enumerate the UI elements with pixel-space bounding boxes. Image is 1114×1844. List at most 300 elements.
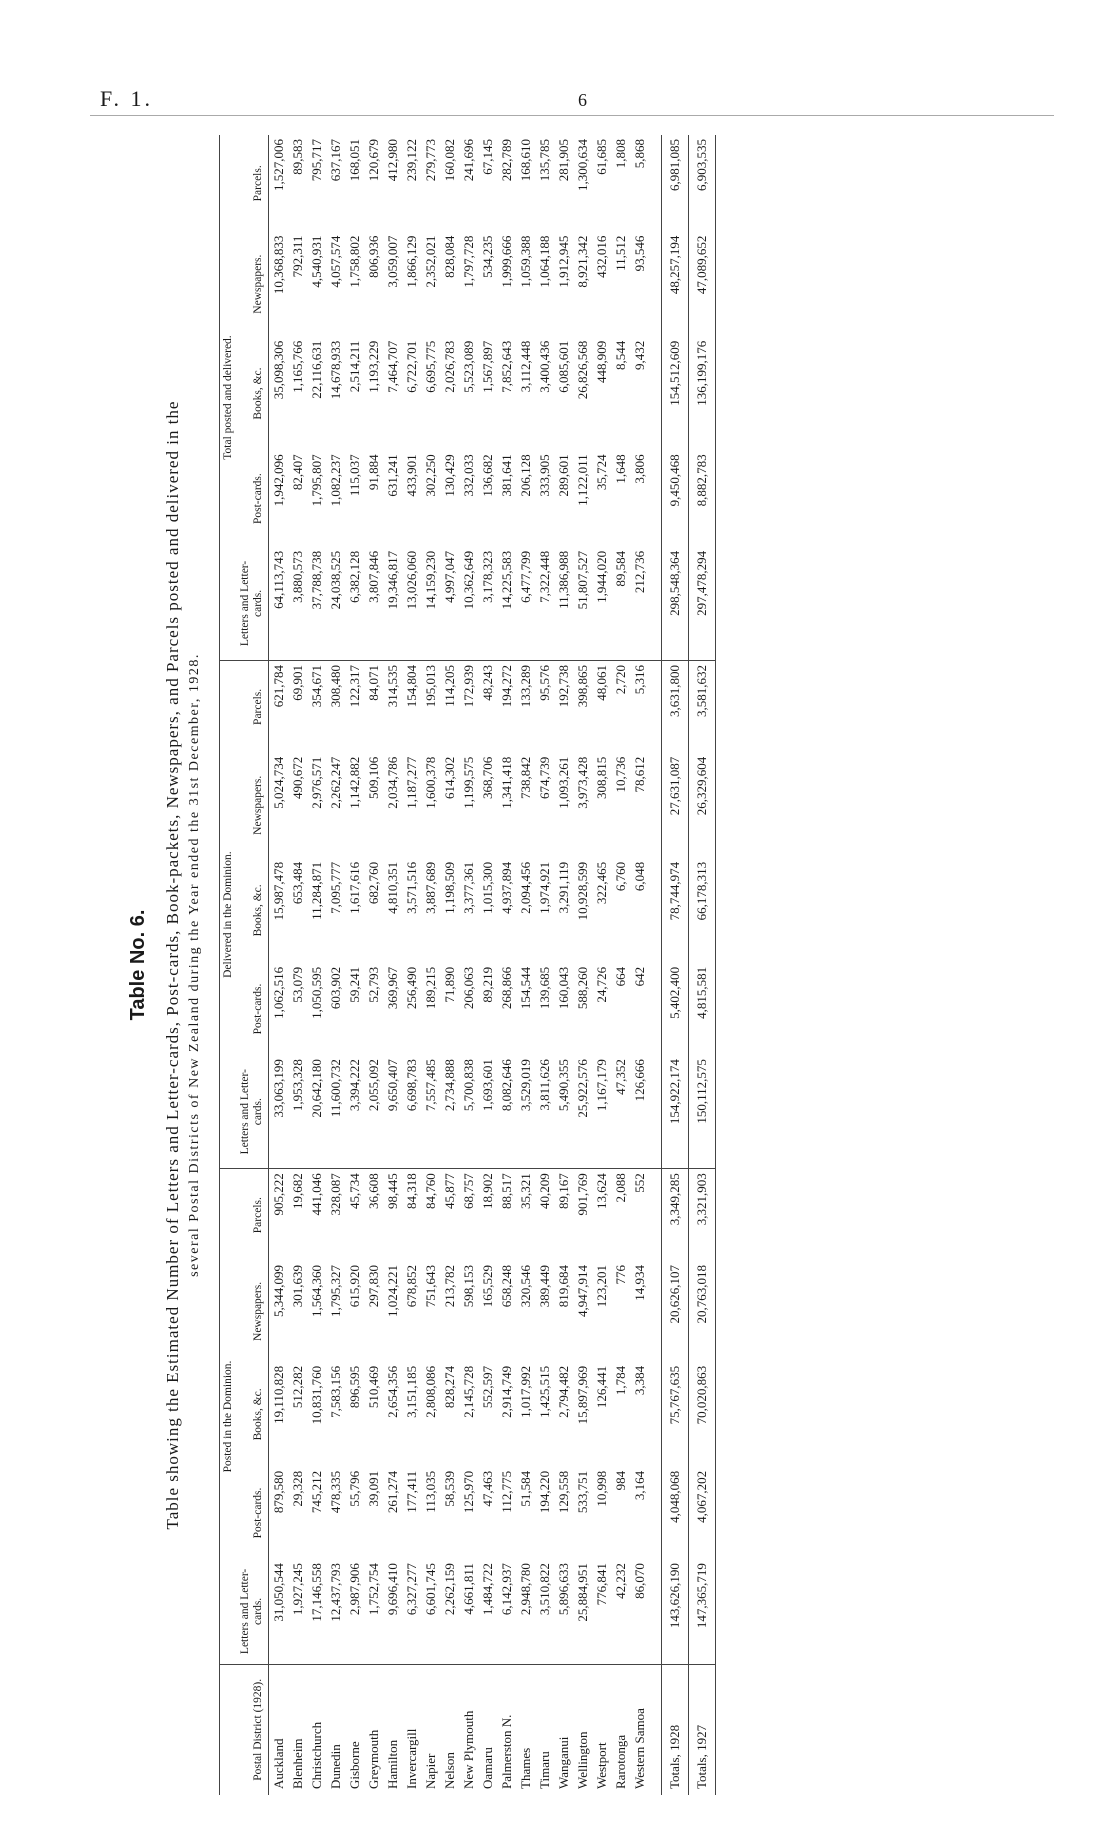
delivered-value: 1,167,179 [593, 1059, 609, 1112]
column-header: Parcels. [237, 1169, 268, 1261]
district-name: Invercargill [402, 1664, 421, 1795]
total-value: 279,773 [422, 139, 438, 182]
posted-value: 42,232 [612, 1563, 628, 1599]
total-value: 93,546 [631, 235, 647, 272]
delivered-value: 66,178,313 [688, 858, 715, 963]
posted-value: 113,035 [422, 1470, 438, 1513]
posted-value: 3,384 [631, 1365, 647, 1396]
delivered-value: 48,243 [478, 661, 497, 753]
total-value: 10,362,649 [460, 550, 476, 610]
total-value: 51,807,527 [574, 550, 590, 610]
posted-value: 320,546 [517, 1265, 533, 1308]
posted-value: 126,441 [593, 1365, 609, 1409]
total-value: 239,122 [403, 139, 419, 182]
total-value: 1,866,129 [403, 235, 419, 288]
total-value: 1,808 [612, 139, 628, 169]
posted-value: 68,757 [459, 1169, 478, 1261]
total-value: 89,584 [612, 550, 628, 587]
posted-value: 2,987,906 [346, 1563, 362, 1616]
column-header: Books, &c. [252, 884, 265, 937]
total-value: 48,257,194 [661, 232, 688, 337]
delivered-value: 3,631,800 [661, 661, 688, 753]
posted-value: 84,760 [421, 1169, 440, 1261]
total-value: 332,033 [460, 454, 476, 497]
total-value: 289,601 [555, 454, 571, 497]
posted-value: 4,048,068 [661, 1467, 688, 1559]
delivered-value: 738,842 [517, 756, 533, 800]
posted-value: 20,763,018 [688, 1261, 715, 1362]
delivered-value: 3,394,222 [346, 1059, 362, 1112]
total-value: 792,311 [289, 235, 305, 278]
delivered-value: 5,700,838 [460, 1059, 476, 1112]
posted-value: 984 [612, 1470, 628, 1491]
total-value: 6,722,701 [403, 340, 419, 393]
delivered-value: 11,284,871 [308, 861, 324, 920]
total-value: 64,113,743 [270, 550, 286, 609]
total-value: 136,199,176 [688, 337, 715, 451]
delivered-value: 1,974,921 [536, 861, 552, 914]
total-value: 806,936 [365, 235, 381, 278]
column-header: Parcels. [252, 165, 265, 202]
total-value: 298,548,364 [661, 547, 688, 661]
posted-value: 13,624 [592, 1169, 611, 1261]
column-header: Letters and Letter-cards. [239, 560, 265, 647]
total-value: 7,464,707 [384, 340, 400, 393]
total-value: 8,544 [612, 340, 628, 370]
delivered-value: 95,576 [535, 661, 554, 753]
total-value: 1,064,188 [536, 235, 552, 288]
posted-value: 879,580 [270, 1470, 286, 1514]
posted-value: 901,769 [573, 1169, 592, 1261]
district-name: Thames [516, 1664, 535, 1795]
delivered-value: 48,061 [592, 661, 611, 753]
delivered-value: 2,720 [611, 661, 630, 753]
delivered-value: 2,055,092 [365, 1059, 381, 1112]
district-name: Hamilton [383, 1664, 402, 1795]
delivered-value: 3,377,361 [460, 861, 476, 914]
total-value: 637,167 [327, 139, 343, 182]
delivered-value: 268,866 [498, 966, 514, 1010]
posted-value: 1,564,360 [308, 1265, 324, 1318]
total-value: 1,999,666 [498, 235, 514, 288]
delivered-value: 2,094,456 [517, 861, 533, 914]
table-row [421, 135, 440, 1795]
posted-value: 3,321,903 [688, 1169, 715, 1261]
total-value: 282,789 [498, 139, 514, 182]
delivered-value: 1,015,300 [479, 861, 495, 914]
posted-value: 751,643 [422, 1265, 438, 1308]
total-value: 47,089,652 [688, 232, 715, 337]
delivered-value: 368,706 [479, 756, 495, 800]
delivered-value: 133,289 [516, 661, 535, 753]
delivered-value: 15,987,478 [270, 861, 286, 921]
column-header: Post-cards. [252, 983, 265, 1035]
posted-value: 478,335 [327, 1470, 343, 1514]
posted-value: 2,145,728 [460, 1365, 476, 1418]
district-name: Christchurch [307, 1664, 326, 1795]
posted-value: 512,282 [289, 1365, 305, 1409]
posted-value: 88,517 [497, 1169, 516, 1261]
delivered-value: 27,631,087 [661, 753, 688, 858]
posted-value: 678,852 [403, 1265, 419, 1308]
total-value: 2,352,021 [422, 235, 438, 288]
posted-value: 261,274 [384, 1470, 400, 1514]
posted-value: 31,050,544 [270, 1563, 286, 1622]
delivered-value: 33,063,199 [270, 1059, 286, 1118]
delivered-value: 154,804 [402, 661, 421, 753]
total-value: 433,901 [403, 454, 419, 497]
delivered-value: 322,465 [593, 861, 609, 905]
district-name: Rarotonga [611, 1664, 630, 1795]
delivered-value: 194,272 [497, 661, 516, 753]
total-value: 6,981,085 [661, 135, 688, 232]
delivered-value: 84,071 [364, 661, 383, 753]
postal-statistics-table [219, 135, 716, 1795]
totals-row-1927 [688, 135, 715, 1795]
posted-value: 1,484,722 [479, 1563, 495, 1616]
posted-value: 6,327,277 [403, 1563, 419, 1616]
total-value: 67,145 [479, 139, 495, 175]
delivered-value: 674,739 [536, 756, 552, 800]
district-name: Nelson [440, 1664, 459, 1795]
table-body [268, 135, 715, 1795]
posted-value: 510,469 [365, 1365, 381, 1409]
total-value: 1,758,802 [346, 235, 362, 288]
delivered-value: 25,922,576 [574, 1059, 590, 1118]
posted-value: 1,425,515 [536, 1365, 552, 1418]
column-header: Books, &c. [252, 1388, 265, 1441]
total-value: 6,903,535 [688, 135, 715, 232]
posted-value: 7,583,156 [327, 1365, 343, 1418]
delivered-value: 7,557,485 [422, 1059, 438, 1112]
total-value: 120,679 [365, 139, 381, 182]
total-value: 35,724 [593, 454, 609, 491]
posted-value: 776,841 [593, 1563, 609, 1606]
totals-row-1928 [661, 135, 688, 1795]
total-value: 3,806 [631, 454, 647, 484]
district-name: Westport [592, 1664, 611, 1795]
posted-value: 4,661,811 [460, 1563, 476, 1615]
district-name: Blenheim [288, 1664, 307, 1795]
delivered-value: 114,205 [440, 661, 459, 753]
table-row [573, 135, 592, 1795]
posted-value: 129,558 [555, 1470, 571, 1514]
posted-value: 552,597 [479, 1365, 495, 1409]
delivered-value: 314,535 [383, 661, 402, 753]
delivered-value: 52,793 [365, 966, 381, 1003]
delivered-value: 2,734,888 [441, 1059, 457, 1112]
total-value: 35,098,306 [270, 340, 286, 400]
delivered-value: 3,291,119 [555, 861, 571, 914]
delivered-value: 189,215 [422, 966, 438, 1010]
posted-value: 828,274 [441, 1365, 457, 1409]
posted-value: 89,167 [554, 1169, 573, 1261]
delivered-value: 3,581,632 [688, 661, 715, 753]
total-value: 297,478,294 [688, 547, 715, 661]
delivered-value: 653,484 [289, 861, 305, 905]
total-value: 5,523,089 [460, 340, 476, 393]
posted-value: 10,998 [593, 1470, 609, 1507]
posted-value: 389,449 [536, 1265, 552, 1308]
posted-value: 12,437,793 [327, 1563, 343, 1622]
delivered-value: 1,199,575 [460, 756, 476, 809]
delivered-value: 9,650,407 [384, 1059, 400, 1112]
delivered-value: 122,317 [345, 661, 364, 753]
posted-value: 194,220 [536, 1470, 552, 1514]
district-name: Timaru [535, 1664, 554, 1795]
delivered-value: 398,865 [573, 661, 592, 753]
total-value: 91,884 [365, 454, 381, 491]
delivered-value: 1,050,595 [308, 966, 324, 1019]
posted-value: 20,626,107 [661, 1261, 688, 1362]
delivered-value: 6,698,783 [403, 1059, 419, 1112]
delivered-value: 5,402,400 [661, 963, 688, 1055]
total-value: 7,322,448 [536, 550, 552, 603]
total-value: 2,514,211 [346, 340, 362, 393]
total-value: 5,868 [631, 139, 647, 169]
delivered-value: 20,642,180 [308, 1059, 324, 1118]
delivered-value: 10,736 [612, 756, 628, 793]
total-value: 3,112,448 [517, 340, 533, 393]
district-name: Totals, 1928 [661, 1664, 688, 1795]
delivered-value: 59,241 [346, 966, 362, 1003]
total-value: 3,400,436 [536, 340, 552, 393]
total-value: 281,905 [555, 139, 571, 182]
table-row [478, 135, 497, 1795]
posted-value: 2,262,159 [441, 1563, 457, 1616]
posted-value: 98,445 [383, 1169, 402, 1261]
district-name: Oamaru [478, 1664, 497, 1795]
column-header: Post-cards. [252, 1487, 265, 1539]
column-header: Post-cards. [252, 473, 265, 525]
posted-value: 1,927,245 [289, 1563, 305, 1616]
delivered-value: 1,198,509 [441, 861, 457, 914]
posted-value: 58,539 [441, 1470, 457, 1507]
delivered-value: 150,112,575 [688, 1055, 715, 1169]
delivered-value: 1,600,378 [422, 756, 438, 809]
total-value: 3,059,007 [384, 235, 400, 288]
posted-value: 86,070 [631, 1563, 647, 1599]
total-value: 8,882,783 [688, 450, 715, 547]
delivered-value: 7,095,777 [327, 861, 343, 914]
spacer-row [649, 135, 662, 1795]
column-header: Newspapers. [252, 254, 265, 314]
posted-value: 123,201 [593, 1265, 609, 1308]
total-value: 8,921,342 [574, 235, 590, 288]
total-value: 4,057,574 [327, 235, 343, 288]
delivered-value: 2,034,786 [384, 756, 400, 809]
page-code: F. 1. [100, 86, 153, 111]
delivered-value: 621,784 [268, 661, 288, 753]
total-value: 6,382,128 [346, 550, 362, 603]
posted-value: 2,794,482 [555, 1365, 571, 1418]
delivered-value: 369,967 [384, 966, 400, 1010]
group-header-total: Total posted and delivered. [222, 335, 234, 460]
posted-value: 3,349,285 [661, 1169, 688, 1261]
delivered-value: 4,937,894 [498, 861, 514, 914]
total-value: 795,717 [308, 139, 324, 182]
posted-value: 75,767,635 [661, 1362, 688, 1467]
delivered-value: 11,600,732 [327, 1059, 343, 1118]
total-value: 631,241 [384, 454, 400, 497]
posted-value: 552 [630, 1169, 649, 1261]
delivered-value: 71,890 [441, 966, 457, 1003]
posted-value: 533,751 [574, 1470, 590, 1514]
total-value: 61,685 [593, 139, 609, 175]
table-row [268, 135, 288, 1795]
posted-value: 35,321 [516, 1169, 535, 1261]
delivered-value: 47,352 [612, 1059, 628, 1095]
delivered-value: 308,480 [326, 661, 345, 753]
posted-value: 25,884,951 [574, 1563, 590, 1622]
total-value: 1,942,096 [270, 454, 286, 507]
delivered-value: 126,666 [631, 1059, 647, 1102]
posted-value: 40,209 [535, 1169, 554, 1261]
posted-value: 17,146,558 [308, 1563, 324, 1622]
posted-value: 18,902 [478, 1169, 497, 1261]
total-value: 1,193,229 [365, 340, 381, 393]
total-value: 14,159,230 [422, 550, 438, 610]
total-value: 19,346,817 [384, 550, 400, 610]
delivered-value: 682,760 [365, 861, 381, 905]
table-row [459, 135, 478, 1795]
total-value: 89,583 [289, 139, 305, 175]
total-value: 1,795,807 [308, 454, 324, 507]
posted-value: 3,510,822 [536, 1563, 552, 1616]
posted-value: 112,775 [498, 1470, 514, 1513]
delivered-value: 1,617,616 [346, 861, 362, 914]
delivered-value: 588,260 [574, 966, 590, 1010]
district-name: New Plymouth [459, 1664, 478, 1795]
total-value: 1,648 [612, 454, 628, 484]
delivered-value: 195,013 [421, 661, 440, 753]
total-value: 828,084 [441, 235, 457, 278]
delivered-value: 139,685 [536, 966, 552, 1010]
posted-value: 441,046 [307, 1169, 326, 1261]
posted-value: 47,463 [479, 1470, 495, 1507]
total-value: 37,788,738 [308, 550, 324, 610]
total-value: 168,610 [517, 139, 533, 182]
posted-value: 1,017,992 [517, 1365, 533, 1418]
table-row [288, 135, 307, 1795]
district-name: Wanganui [554, 1664, 573, 1795]
delivered-value: 160,043 [555, 966, 571, 1010]
delivered-value: 603,902 [327, 966, 343, 1010]
posted-value: 213,782 [441, 1265, 457, 1308]
total-value: 11,386,988 [555, 550, 571, 609]
total-value: 3,178,323 [479, 550, 495, 603]
table-number: Table No. 6. [127, 909, 149, 1021]
total-value: 22,116,631 [308, 340, 324, 399]
page-number: 6 [578, 90, 587, 110]
total-value: 9,450,468 [661, 450, 688, 547]
total-value: 2,026,783 [441, 340, 457, 393]
posted-value: 29,328 [289, 1470, 305, 1507]
group-header-delivered: Delivered in the Dominion. [220, 661, 238, 1169]
posted-value: 896,595 [346, 1365, 362, 1409]
total-value: 115,037 [346, 454, 362, 497]
table-row [535, 135, 554, 1795]
posted-value: 6,142,937 [498, 1563, 514, 1616]
total-value: 1,567,897 [479, 340, 495, 393]
total-value: 1,165,766 [289, 340, 305, 393]
delivered-value: 6,760 [612, 861, 628, 892]
column-header: Letters and Letter-cards. [239, 1069, 265, 1155]
total-value: 1,527,006 [270, 139, 286, 191]
posted-value: 328,087 [326, 1169, 345, 1261]
total-value: 11,512 [612, 235, 628, 271]
total-value: 24,038,525 [327, 550, 343, 610]
delivered-value: 5,490,355 [555, 1059, 571, 1112]
table-row [326, 135, 345, 1795]
delivered-value: 69,901 [288, 661, 307, 753]
delivered-value: 1,142,882 [346, 756, 362, 809]
table-row [554, 135, 573, 1795]
total-value: 3,880,573 [289, 550, 305, 603]
table-row [440, 135, 459, 1795]
district-header: Postal District (1928). [220, 1664, 269, 1795]
posted-value: 55,796 [346, 1470, 362, 1507]
table-row [345, 135, 364, 1795]
posted-value: 776 [612, 1265, 628, 1285]
total-value: 4,540,931 [308, 235, 324, 288]
posted-value: 658,248 [498, 1265, 514, 1308]
total-value: 3,807,846 [365, 550, 381, 603]
delivered-value: 53,079 [289, 966, 305, 1003]
total-value: 14,225,583 [498, 550, 514, 610]
posted-value: 615,920 [346, 1265, 362, 1308]
posted-value: 5,896,633 [555, 1563, 571, 1616]
delivered-value: 192,738 [554, 661, 573, 753]
total-value: 1,122,011 [574, 454, 590, 506]
delivered-value: 6,048 [631, 861, 647, 892]
total-value: 130,429 [441, 454, 457, 497]
total-value: 1,797,728 [460, 235, 476, 288]
posted-value: 1,024,221 [384, 1265, 400, 1318]
posted-value: 4,067,202 [688, 1467, 715, 1559]
total-value: 1,944,020 [593, 550, 609, 603]
total-value: 6,085,601 [555, 340, 571, 393]
district-name: Wellington [573, 1664, 592, 1795]
posted-value: 2,914,749 [498, 1365, 514, 1418]
posted-value: 19,682 [288, 1169, 307, 1261]
district-name: Auckland [268, 1664, 288, 1795]
posted-value: 10,831,760 [308, 1365, 324, 1425]
delivered-value: 4,815,581 [688, 963, 715, 1055]
table-row [402, 135, 421, 1795]
delivered-value: 172,939 [459, 661, 478, 753]
district-name: Gisborne [345, 1664, 364, 1795]
posted-value: 165,529 [479, 1265, 495, 1308]
total-value: 1,059,388 [517, 235, 533, 288]
posted-value: 598,153 [460, 1265, 476, 1308]
posted-value: 2,088 [611, 1169, 630, 1261]
delivered-value: 3,529,019 [517, 1059, 533, 1112]
total-value: 82,407 [289, 454, 305, 491]
total-value: 13,026,060 [403, 550, 419, 610]
rotated-table-block [127, 115, 987, 1815]
posted-value: 143,626,190 [661, 1559, 688, 1664]
total-value: 333,905 [536, 454, 552, 497]
total-value: 26,826,568 [574, 340, 590, 400]
delivered-value: 89,219 [479, 966, 495, 1003]
delivered-value: 2,262,247 [327, 756, 343, 809]
total-value: 448,909 [593, 340, 609, 383]
group-header-posted: Posted in the Dominion. [220, 1169, 238, 1664]
posted-value: 3,164 [631, 1470, 647, 1501]
delivered-value: 490,672 [289, 756, 305, 800]
table-row [497, 135, 516, 1795]
